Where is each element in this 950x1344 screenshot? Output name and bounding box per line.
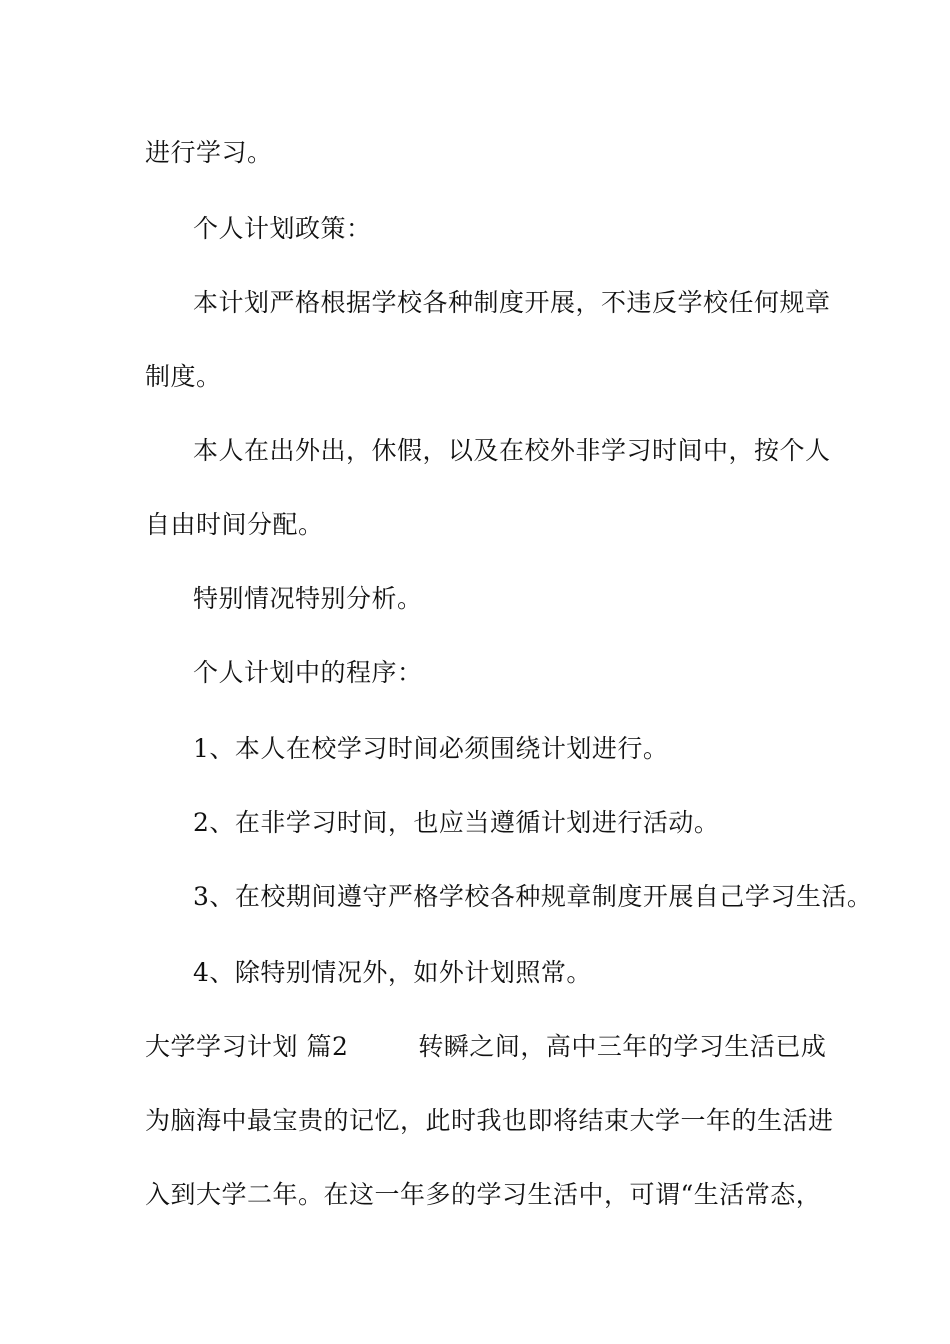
- text-line: 为脑海中最宝贵的记忆，此时我也即将结束大学一年的生活进: [145, 1106, 834, 1135]
- text-line: 自由时间分配。: [145, 510, 324, 539]
- text-line: 1、本人在校学习时间必须围绕计划进行。: [193, 734, 669, 763]
- text-line: 制度。: [145, 362, 222, 391]
- section-first-line: 转瞬之间，高中三年的学习生活已成: [418, 1032, 827, 1061]
- text-line: 入到大学二年。在这一年多的学习生活中，可谓“生活常态，: [145, 1180, 822, 1209]
- text-line: 个人计划中的程序：: [193, 658, 423, 687]
- text-line: 特别情况特别分析。: [193, 584, 423, 613]
- text-line: 本计划严格根据学校各种制度开展，不违反学校任何规章: [193, 288, 831, 317]
- section-heading-line: [145, 1032, 825, 1062]
- text-line: 进行学习。: [145, 138, 273, 167]
- text-line: 3、在校期间遵守严格学校各种规章制度开展自己学习生活。: [193, 882, 873, 911]
- text-line: 个人计划政策：: [193, 214, 372, 243]
- text-line: 本人在出外出，休假，以及在校外非学习时间中，按个人: [193, 436, 831, 465]
- text-line: 4、除特别情况外，如外计划照常。: [193, 958, 592, 987]
- text-line: 2、在非学习时间，也应当遵循计划进行活动。: [193, 808, 720, 837]
- section-title: 大学学习计划 篇2: [145, 1032, 349, 1061]
